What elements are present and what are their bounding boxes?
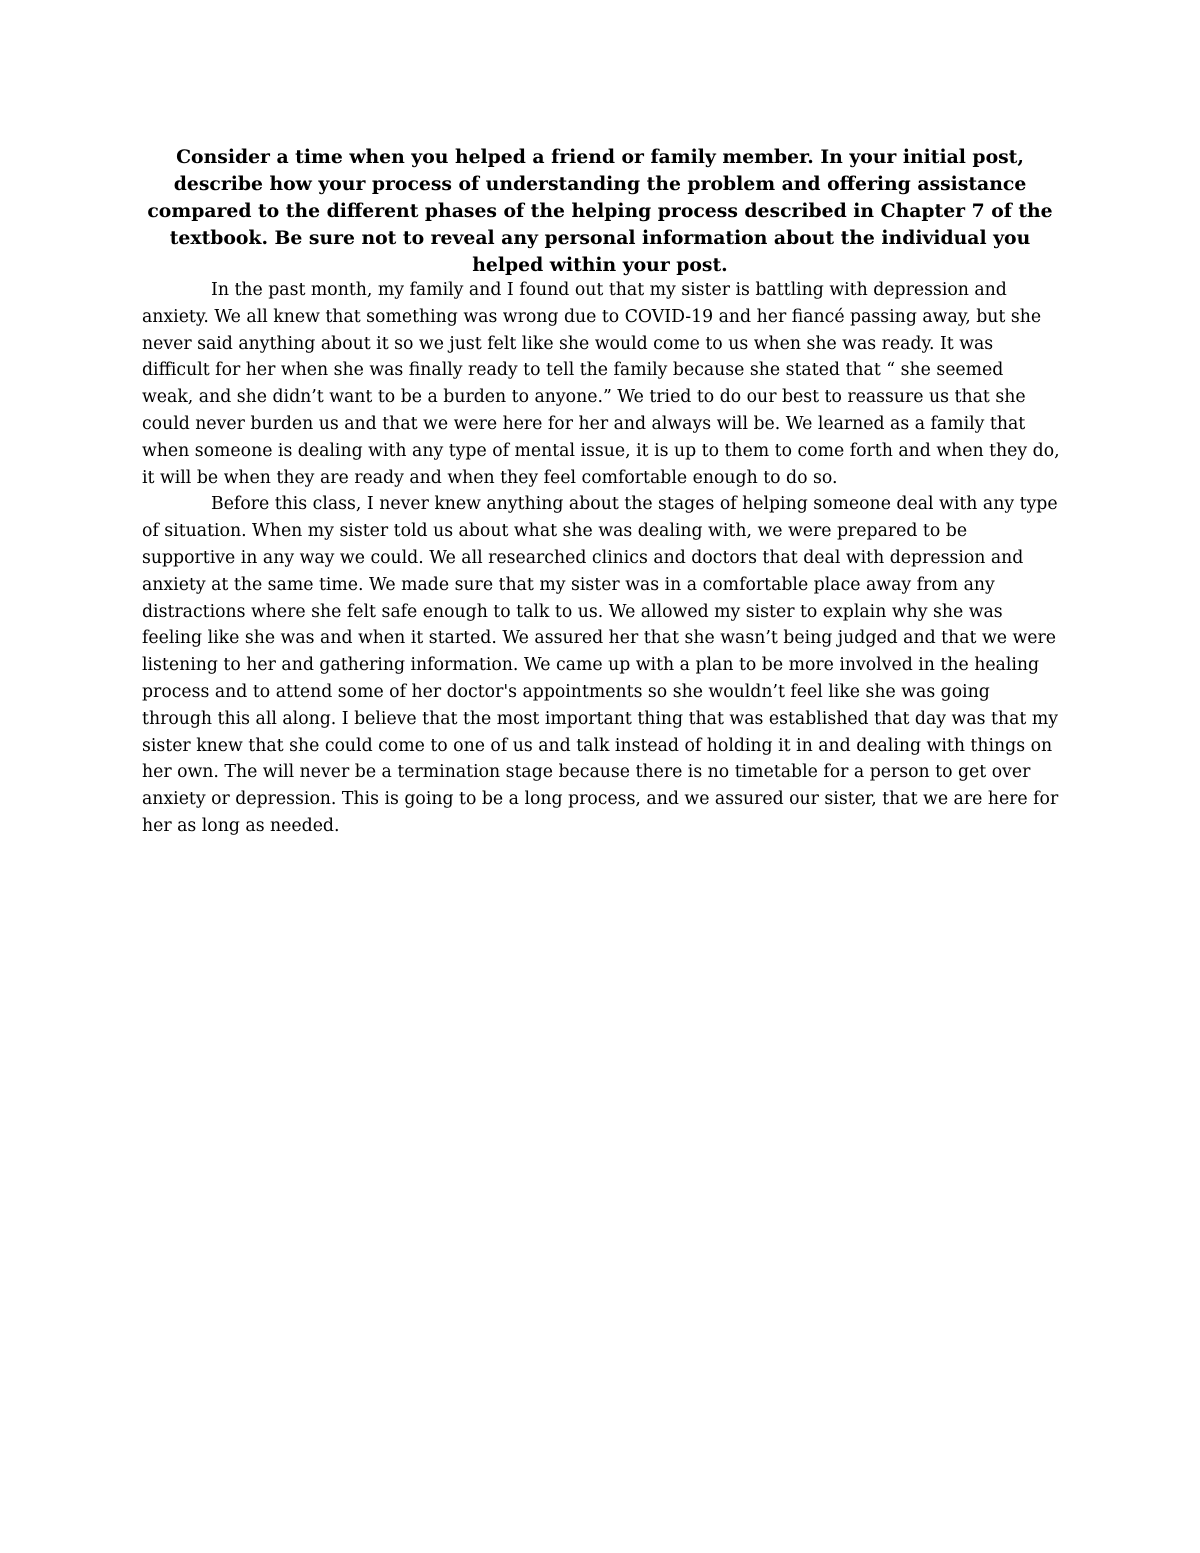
essay-body: [142, 277, 1060, 840]
assignment-prompt: Consider a time when you helped a friend or family member. In your initial post, describe how your process of understanding the problem and offering assistance compared to the different phases of the helping process described in Chapter 7 of the textbook. Be sure not to reveal any personal information about the individual you helped within your post.: [147, 146, 1053, 276]
essay-paragraph-2: Before this class, I never knew anything about the stages of helping someone deal with any type of situation. When my sister told us about what she was dealing with, we were prepared to be supportive in any way we could. We all researched clinics and doctors that deal with depression and anxiety at the same time. We made sure that my sister was in a comfortable place away from any distractions where she felt safe enough to talk to us. We allowed my sister to explain why she was feeling like she was and when it started. We assured her that she wasn’t being judged and that we were listening to her and gathering information. We came up with a plan to be more involved in the healing process and to attend some of her doctor's appointments so she wouldn’t feel like she was going through this all along. I believe that the most important thing that was established that day was that my sister knew that she could come to one of us and talk instead of holding it in and dealing with things on her own. The will never be a termination stage because there is no timetable for a person to get over anxiety or depression. This is going to be a long process, and we assured our sister, that we are here for her as long as needed.: [142, 494, 1059, 836]
essay-paragraph-1: In the past month, my family and I found out that my sister is battling with depression and anxiety. We all knew that something was wrong due to COVID-19 and her fiancé passing away, but she never said anything about it so we just felt like she would come to us when she was ready. It was difficult for her when she was finally ready to tell the family because she stated that “ she seemed weak, and she didn’t want to be a burden to anyone.” We tried to do our best to reassure us that she could never burden us and that we were here for her and always will be. We learned as a family that when someone is dealing with any type of mental issue, it is up to them to come forth and when they do, it will be when they are ready and when they feel comfortable enough to do so.: [142, 280, 1060, 488]
